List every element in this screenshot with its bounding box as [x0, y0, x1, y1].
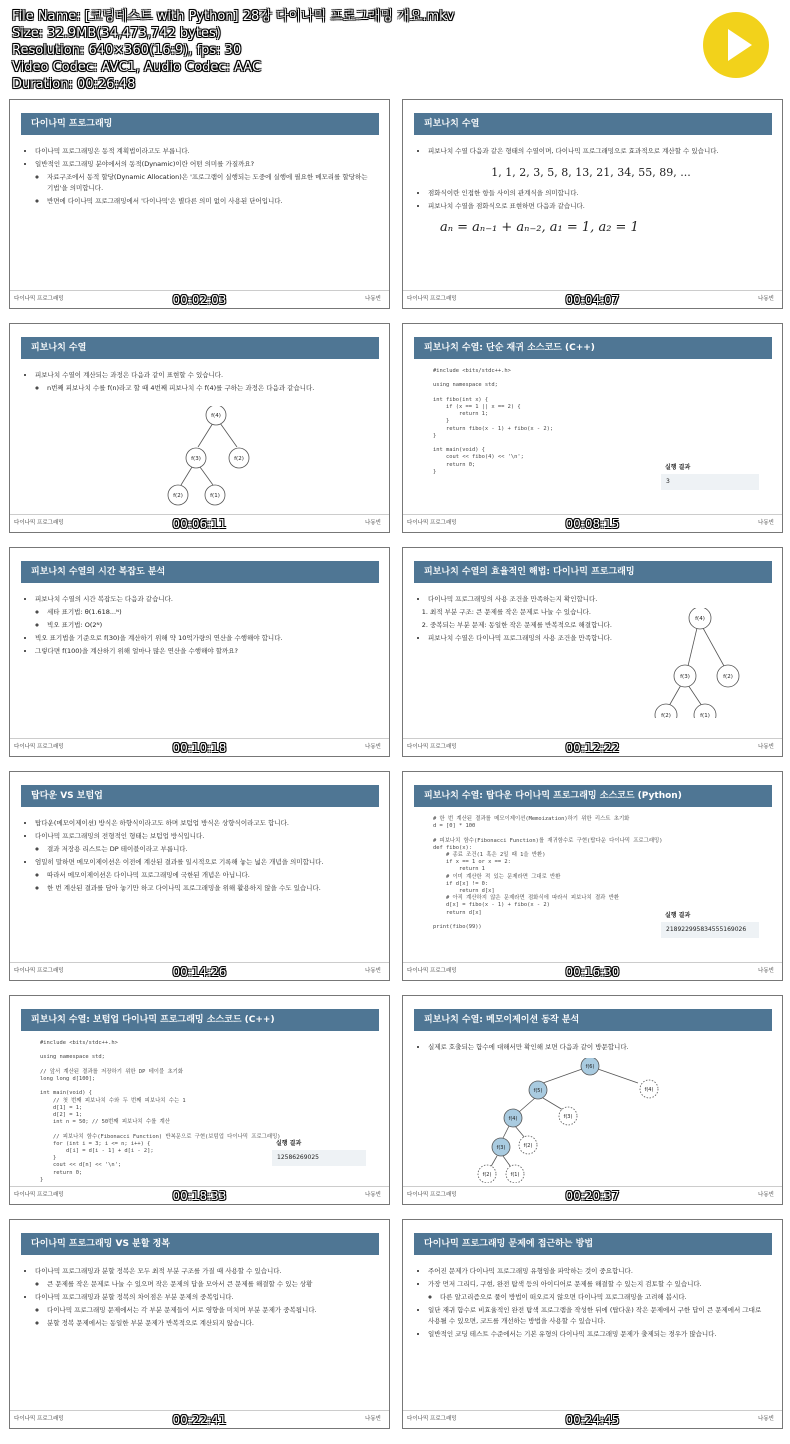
- bullet: • 주어진 문제가 다이나믹 프로그래밍 유형임을 파악하는 것이 중요합니다.: [428, 1266, 768, 1277]
- node-label: f(3): [191, 456, 201, 462]
- footer-right: 나동빈: [365, 744, 381, 750]
- bullet: • 일단 재귀 함수로 비효율적인 완전 탐색 프로그램을 작성한 뒤에 (탑다운) 작은 문제에서 구한 답이 큰 문제에서 그대로 사용될 수 있으면, 코드를 개선하는 방법을 사용할 수 있습니다.: [428, 1305, 768, 1327]
- slide-thumbnail[interactable]: [9, 323, 390, 533]
- slide-content: [21, 1264, 375, 1331]
- slide-title: 피보나치 수열: [21, 337, 379, 359]
- slide-title: 다이나믹 프로그래밍 문제에 접근하는 방법: [414, 1233, 772, 1255]
- node-label: f(2): [723, 674, 733, 680]
- resolution: Resolution: 640×360(16:9), fps: 30: [12, 43, 242, 58]
- slide-thumbnail[interactable]: [402, 99, 783, 309]
- bullet: • 피보나치 수열 다음과 같은 형태의 수열이며, 다이나믹 프로그래밍으로 효과적으로 계산할 수 있습니다.: [428, 146, 768, 157]
- node-label: f(2): [173, 493, 183, 499]
- recurrence-formula: aₙ = aₙ₋₁ + aₙ₋₂, a₁ = 1, a₂ = 1: [440, 220, 639, 235]
- bullet: • 다이나믹 프로그래밍과 분할 정복의 차이점은 부분 문제의 중복입니다.: [35, 1292, 375, 1303]
- node-label: f(3): [496, 1145, 506, 1151]
- node-label: f(3): [563, 1114, 573, 1120]
- bullet: • 다이나믹 프로그래밍과 분할 정복은 모두 최적 부분 구조를 가질 때 사용할 수 있습니다.: [35, 1266, 375, 1277]
- slide-thumbnail[interactable]: [9, 1219, 390, 1429]
- timestamp: 00:04:07: [565, 293, 620, 307]
- bullet: • 그렇다면 f(100)을 계산하기 위해 얼마나 많은 연산을 수행해야 할까요?: [35, 646, 375, 657]
- timestamp: 00:06:11: [172, 517, 227, 531]
- thumbnail-grid: [9, 99, 784, 1429]
- slide-title: 다이나믹 프로그래밍: [21, 113, 379, 135]
- bullet: • 다이나믹 프로그래밍의 사용 조건을 만족하는지 확인합니다.: [428, 594, 664, 605]
- footer-right: 나동빈: [758, 520, 774, 526]
- fibonacci-sequence: 1, 1, 2, 3, 5, 8, 13, 21, 34, 55, 89, ...: [491, 166, 691, 179]
- slide-content: [21, 816, 375, 896]
- footer-right: 나동빈: [365, 968, 381, 974]
- result-label: 실행 결과: [276, 1140, 302, 1147]
- bullet: ◦ 큰 문제를 작은 문제로 나눌 수 있으며 작은 문제의 답을 모아서 큰 문제를 해결할 수 있는 상황: [47, 1279, 375, 1290]
- bullet: • 다이나믹 프로그래밍의 전형적인 형태는 보텀업 방식입니다.: [35, 831, 375, 842]
- footer-right: 나동빈: [758, 744, 774, 750]
- footer-left: 다이나믹 프로그래밍: [407, 968, 457, 974]
- node-label: f(5): [533, 1088, 543, 1094]
- bullet: ◦ n번째 피보나치 수를 f(n)라고 할 때 4번째 피보나치 수 f(4)를 구하는 과정은 다음과 같습니다.: [47, 383, 375, 394]
- footer-left: 다이나믹 프로그래밍: [14, 296, 64, 302]
- footer-right: 나동빈: [365, 1192, 381, 1198]
- node-label: f(2): [523, 1143, 533, 1149]
- footer-left: 다이나믹 프로그래밍: [14, 968, 64, 974]
- bullet: • 일반적인 코딩 테스트 수준에서는 기본 유형의 다이나믹 프로그래밍 문제가 출제되는 경우가 많습니다.: [428, 1329, 768, 1340]
- bullet: 1. 최적 부분 구조: 큰 문제를 작은 문제로 나눌 수 있습니다.: [430, 607, 664, 618]
- timestamp: 00:16:30: [565, 965, 620, 979]
- timestamp: 00:12:22: [565, 741, 620, 755]
- footer-left: 다이나믹 프로그래밍: [407, 1192, 457, 1198]
- code-block: # 한 번 계산된 결과를 메모이제이션(Memoization)하기 위한 리스트 초기화 d = [0] * 100 # 피보나치 함수(Fibonacci Function)를 재귀함수로 구현(탑다운 다이나믹 프로그래밍) def fibo(x): # 종료 조건(1 혹은 2일 때 1을 반환) if x == 1 or x == 2: return 1 # 이미 계산한 적 있는 문제라면 그대로 반환 if d[x] != 0: return d[x] # 아직 계산하지 않은 문제라면 점화식에 따라서 피보나치 결과 반환 d[x] = fibo(x - 1) + fibo(x - 2) return d[x] print(fibo(99)): [433, 816, 663, 931]
- node-label: f(6): [585, 1064, 595, 1070]
- bullet: ◦ 결과 저장용 리스트는 DP 테이블이라고 부릅니다.: [47, 844, 375, 855]
- slide-title: 피보나치 수열: 탑다운 다이나믹 프로그래밍 소스코드 (Python): [414, 785, 772, 807]
- result-label: 실행 결과: [665, 912, 691, 919]
- footer-left: 다이나믹 프로그래밍: [407, 520, 457, 526]
- node-label: f(2): [482, 1172, 492, 1178]
- slide-thumbnail[interactable]: [402, 1219, 783, 1429]
- bullet: • 일반적인 프로그래밍 분야에서의 동적(Dynamic)이란 어떤 의미를 가질까요?: [35, 159, 375, 170]
- bullet: • 피보나치 수열이 계산되는 과정은 다음과 같이 표현할 수 있습니다.: [35, 370, 375, 381]
- play-icon[interactable]: [703, 12, 769, 78]
- node-label: f(4): [695, 616, 705, 622]
- timestamp: 00:20:37: [565, 1189, 620, 1203]
- slide-content: [414, 144, 768, 233]
- bullet: ◦ 따라서 메모이제이션은 다이나믹 프로그래밍에 국한된 개념은 아닙니다.: [47, 870, 375, 881]
- bullet: ◦ 세타 표기법: θ(1.618...ᴺ): [47, 607, 375, 618]
- timestamp: 00:24:45: [565, 1413, 620, 1427]
- file-info: [12, 8, 454, 93]
- result-value: 218922995834555169026: [661, 922, 759, 938]
- timestamp: 00:22:41: [172, 1413, 227, 1427]
- result-value: 12586269025: [272, 1150, 366, 1166]
- timestamp: 00:08:15: [565, 517, 620, 531]
- timestamp: 00:02:03: [172, 293, 227, 307]
- slide-thumbnail[interactable]: [9, 547, 390, 757]
- slide-thumbnail[interactable]: [402, 995, 783, 1205]
- footer-left: 다이나믹 프로그래밍: [407, 296, 457, 302]
- node-label: f(4): [508, 1116, 518, 1122]
- bullet: • 엄밀히 말하면 메모이제이션은 이전에 계산된 결과를 일시적으로 기록해 놓는 넓은 개념을 의미합니다.: [35, 857, 375, 868]
- bullet: 2. 중복되는 부분 문제: 동일한 작은 문제를 반복적으로 해결합니다.: [430, 620, 664, 631]
- slide-title: 다이나믹 프로그래밍 VS 분할 정복: [21, 1233, 379, 1255]
- slide-content: [414, 592, 664, 646]
- duration: Duration: 00:26:48: [12, 77, 136, 92]
- footer-right: 나동빈: [365, 1416, 381, 1422]
- slide-thumbnail[interactable]: [402, 547, 783, 757]
- slide-thumbnail[interactable]: [402, 771, 783, 981]
- node-label: f(4): [211, 413, 221, 419]
- footer-right: 나동빈: [758, 968, 774, 974]
- slide-thumbnail[interactable]: [9, 99, 390, 309]
- bullet: • 실제로 호출되는 함수에 대해서만 확인해 보면 다음과 같이 방문합니다.: [428, 1042, 768, 1053]
- footer-left: 다이나믹 프로그래밍: [407, 1416, 457, 1422]
- slide-title: 피보나치 수열: 보텀업 다이나믹 프로그래밍 소스코드 (C++): [21, 1009, 379, 1031]
- bullet: ◦ 반면에 다이나믹 프로그래밍에서 '다이나믹'은 별다른 의미 없이 사용된 단어입니다.: [47, 196, 375, 207]
- footer-left: 다이나믹 프로그래밍: [14, 520, 64, 526]
- code-block: #include <bits/stdc++.h> using namespace std; int fibo(int x) { if (x == 1 || x == 2) { return 1; } return fibo(x - 1) + fibo(x - 2); } int main(void) { cout << fibo(4) << '\n'; return 0; }: [433, 368, 554, 475]
- slide-title: 피보나치 수열의 시간 복잡도 분석: [21, 561, 379, 583]
- slide-content: [414, 1264, 768, 1342]
- slide-content: [21, 144, 375, 209]
- slide-thumbnail[interactable]: [402, 323, 783, 533]
- slide-thumbnail[interactable]: [9, 995, 390, 1205]
- result-label: 실행 결과: [665, 464, 691, 471]
- timestamp: 00:10:18: [172, 741, 227, 755]
- bullet: ◦ 다이나믹 프로그래밍 문제에서는 각 부분 문제들이 서로 영향을 미치며 부분 문제가 중복됩니다.: [47, 1305, 375, 1316]
- bullet: ◦ 다른 알고리즘으로 풀이 방법이 떠오르지 않으면 다이나믹 프로그래밍을 고려해 봅시다.: [440, 1292, 768, 1303]
- bullet: • 피보나치 수열의 시간 복잡도는 다음과 같습니다.: [35, 594, 375, 605]
- node-label: f(1): [210, 493, 220, 499]
- slide-title: 피보나치 수열의 효율적인 해법: 다이나믹 프로그래밍: [414, 561, 772, 583]
- recursion-tree: [648, 608, 768, 718]
- node-label: f(2): [661, 713, 671, 718]
- bullet: • 점화식이란 인접한 항들 사이의 관계식을 의미합니다.: [428, 188, 768, 199]
- bullet: • 피보나치 수열을 점화식으로 표현하면 다음과 같습니다.: [428, 201, 768, 212]
- code-block: #include <bits/stdc++.h> using namespace std; // 앞서 계산된 결과를 저장하기 위한 DP 테이블 초기화 long long d[100]; int main(void) { // 첫 번째 피보나치 수와 두 번째 피보나치 수는 1 d[1] = 1; d[2] = 1; int n = 50; // 50번째 피보나치 수를 계산 // 피보나치 함수(Fibonacci Function) 반복문으로 구현(보텀업 다이나믹 프로그래밍) for (int i = 3; i <= n; i++) { d[i] = d[i - 1] + d[i - 2]; } cout << d[n] << '\n'; return 0; }: [40, 1040, 281, 1183]
- footer-left: 다이나믹 프로그래밍: [14, 744, 64, 750]
- timestamp: 00:18:33: [172, 1189, 227, 1203]
- slide-thumbnail[interactable]: [9, 771, 390, 981]
- slide-content: [21, 368, 375, 396]
- memoization-tree: [473, 1058, 703, 1183]
- slide-title: 피보나치 수열: 메모이제이션 동작 분석: [414, 1009, 772, 1031]
- file-name: File Name: [코딩테스트 with Python] 28강 다이나믹 프로그래밍 개요.mkv: [12, 9, 455, 24]
- footer-left: 다이나믹 프로그래밍: [407, 744, 457, 750]
- file-size: Size: 32.9MB(34,473,742 bytes): [12, 26, 221, 41]
- bullet: ◦ 분할 정복 문제에서는 동일한 부분 문제가 반복적으로 계산되지 않습니다.: [47, 1318, 375, 1329]
- bullet: • 빅오 표기법을 기준으로 f(30)을 계산하기 위해 약 10억가량의 연산을 수행해야 합니다.: [35, 633, 375, 644]
- slide-content: [414, 1040, 768, 1055]
- footer-right: 나동빈: [365, 520, 381, 526]
- bullet: ◦ 빅오 표기법: O(2ᴺ): [47, 620, 375, 631]
- footer-left: 다이나믹 프로그래밍: [14, 1416, 64, 1422]
- slide-title: 피보나치 수열: 단순 재귀 소스코드 (C++): [414, 337, 772, 359]
- footer-right: 나동빈: [758, 296, 774, 302]
- node-label: f(3): [680, 674, 690, 680]
- bullet: • 피보나치 수열은 다이나믹 프로그래밍의 사용 조건을 만족합니다.: [428, 633, 664, 644]
- result-value: 3: [661, 474, 759, 490]
- slide-title: 탑다운 VS 보텀업: [21, 785, 379, 807]
- bullet: ◦ 자료구조에서 동적 할당(Dynamic Allocation)은 '프로그램이 실행되는 도중에 실행에 필요한 메모리를 할당하는 기법'을 의미합니다.: [47, 172, 375, 194]
- bullet: ◦ 한 번 계산된 결과를 담아 놓기만 하고 다이나믹 프로그래밍을 위해 활용하지 않을 수도 있습니다.: [47, 883, 375, 894]
- footer-left: 다이나믹 프로그래밍: [14, 1192, 64, 1198]
- recursion-tree: [150, 406, 270, 506]
- footer-right: 나동빈: [758, 1192, 774, 1198]
- slide-title: 피보나치 수열: [414, 113, 772, 135]
- node-label: f(1): [510, 1172, 520, 1178]
- node-label: f(4): [644, 1087, 654, 1093]
- footer-right: 나동빈: [758, 1416, 774, 1422]
- node-label: f(2): [234, 456, 244, 462]
- footer-right: 나동빈: [365, 296, 381, 302]
- slide-content: [21, 592, 375, 659]
- node-label: f(1): [700, 713, 710, 718]
- bullet: • 가장 먼저 그리디, 구현, 완전 탐색 등의 아이디어로 문제를 해결할 수 있는지 검토할 수 있습니다.: [428, 1279, 768, 1290]
- bullet: • 다이나믹 프로그래밍은 동적 계획법이라고도 부릅니다.: [35, 146, 375, 157]
- bullet: • 탑다운(메모이제이션) 방식은 하향식이라고도 하며 보텀업 방식은 상향식이라고도 합니다.: [35, 818, 375, 829]
- codec: Video Codec: AVC1, Audio Codec: AAC: [12, 60, 262, 75]
- timestamp: 00:14:26: [172, 965, 227, 979]
